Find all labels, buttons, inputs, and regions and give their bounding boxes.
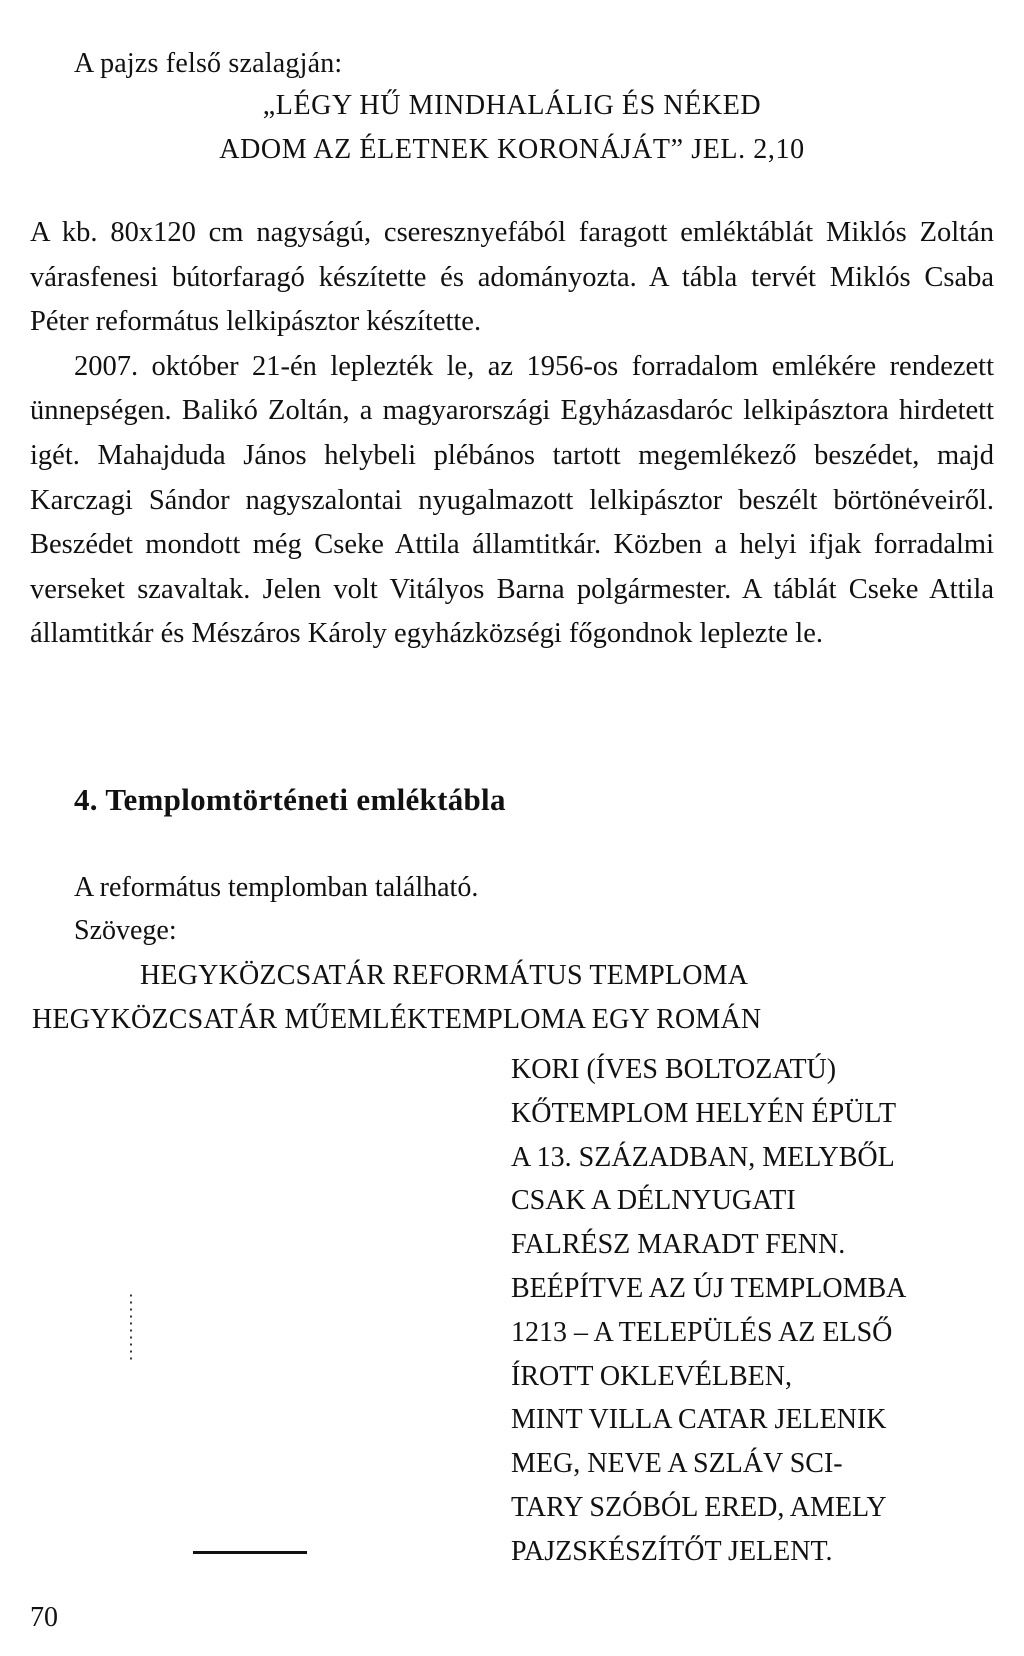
inscription-line-2: HEGYKÖZCSATÁR MŰEMLÉKTEMPLOMA EGY ROMÁN <box>32 1004 762 1035</box>
section-heading: 4. Templomtörténeti emléktábla <box>74 782 506 817</box>
motto-line-1: „LÉGY HŰ MINDHALÁLIG ÉS NÉKED <box>262 90 762 121</box>
motto-line-2: ADOM AZ ÉLETNEK KORONÁJÁT” JEL. 2,10 <box>219 134 805 165</box>
body-paragraph <box>30 211 994 657</box>
inscription-title: HEGYKÖZCSATÁR REFORMÁTUS TEMPLOMA <box>140 960 749 991</box>
inscription-line: CSAK A DÉLNYUGATI <box>511 1185 796 1217</box>
paragraph-1: A kb. 80x120 cm nagyságú, cseresznyefából faragott emléktáblát Miklós Zoltán várasfenesi bútorfaragó készítette és adományozta. A tábla tervét Miklós Csaba Péter református lelkipásztor készítette. <box>30 217 994 338</box>
location-sentence: A református templomban található. <box>74 872 479 903</box>
paragraph-2: 2007. október 21-én leplezték le, az 1956-os forradalom emlékére rendezett ünnepségen. Balikó Zoltán, a magyarországi Egyházasdaróc lelkipásztora hirdetett igét. Mahajduda János helybeli plébános tartott megemlékező beszédet, majd Karczagi Sándor nagyszalontai nyugalmazott lelkipásztor beszélt börtönéveiről. Beszédet mondott még Cseke Attila államtitkár. Közben a helyi ifjak forradalmi verseket szavaltak. Jelen volt Vitályos Barna polgármester. A táblát Cseke Attila államtitkár és Mészáros Károly egyházközségi főgondnok leplezte le. <box>30 350 994 650</box>
inscription-line: MEG, NEVE A SZLÁV SCI- <box>511 1448 843 1480</box>
inscription-line: MINT VILLA CATAR JELENIK <box>511 1404 887 1436</box>
text-label: Szövege: <box>74 915 177 946</box>
page-number: 70 <box>30 1602 58 1633</box>
inscription-line: 1213 – A TELEPÜLÉS AZ ELSŐ <box>511 1316 893 1348</box>
inscription-line: ÍROTT OKLEVÉLBEN, <box>511 1360 792 1392</box>
inscription-line: KŐTEMPLOM HELYÉN ÉPÜLT <box>511 1097 897 1129</box>
horizontal-rule <box>193 1551 307 1554</box>
dotted-mark <box>130 1292 132 1364</box>
inscription-column <box>511 1048 1011 1574</box>
inscription-line: TARY SZÓBÓL ERED, AMELY <box>511 1491 887 1523</box>
inscription-line: KORI (ÍVES BOLTOZATÚ) <box>511 1054 837 1085</box>
inscription-line: BEÉPÍTVE AZ ÚJ TEMPLOMBA <box>511 1272 907 1304</box>
inscription-line: FALRÉSZ MARADT FENN. <box>511 1229 846 1261</box>
inscription-line: PAJZSKÉSZÍTŐT JELENT. <box>511 1535 833 1567</box>
inscription-line: A 13. SZÁZADBAN, MELYBŐL <box>511 1141 895 1173</box>
shield-ribbon-label: A pajzs felső szalagján: <box>74 48 343 79</box>
